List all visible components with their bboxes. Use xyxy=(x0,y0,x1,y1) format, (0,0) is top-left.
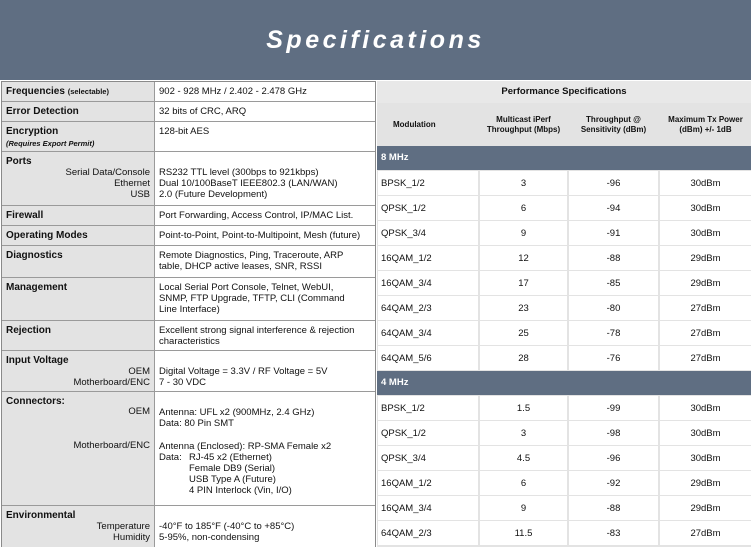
spec-value: -40°F to 185°F (-40°C to +85°C) xyxy=(159,521,295,532)
spec-value: Remote Diagnostics, Ping, Traceroute, ARP xyxy=(159,250,344,261)
spec-value: 32 bits of CRC, ARQ xyxy=(159,106,247,117)
spec-label: Error Detection xyxy=(6,106,79,117)
spec-value: Point-to-Point, Point-to-Multipoint, Mesh (future) xyxy=(159,230,361,241)
spec-row-frequencies xyxy=(2,82,375,102)
spec-row-diagnostics xyxy=(2,246,375,278)
section-label: 4 MHz xyxy=(381,377,409,388)
spec-row-management xyxy=(2,278,375,321)
multicast-throughput-cell: 12 xyxy=(480,246,567,270)
spec-label: Diagnostics xyxy=(6,250,63,261)
tx-power-cell: 29dBm xyxy=(660,271,751,295)
sensitivity-cell: -96 xyxy=(569,171,658,195)
modulation-cell: 64QAM_3/4 xyxy=(378,321,478,345)
multicast-throughput-cell: 23 xyxy=(480,296,567,320)
spec-value: 128-bit AES xyxy=(159,126,210,137)
spec-row-environmental xyxy=(2,506,375,547)
spec-value: Excellent strong signal interference & rejection xyxy=(159,325,355,336)
spec-value: 902 - 928 MHz / 2.402 - 2.478 GHz xyxy=(159,86,307,97)
spec-subkey: Serial Data/Console xyxy=(65,167,150,178)
spec-value: 4 PIN Interlock (Vin, I/O) xyxy=(189,485,292,496)
multicast-throughput-cell: 3 xyxy=(480,171,567,195)
spec-label: Input Voltage xyxy=(6,355,69,366)
section-header xyxy=(377,371,751,395)
spec-label: Connectors: xyxy=(6,396,65,407)
tx-power-cell: 30dBm xyxy=(660,221,751,245)
spec-label: Rejection xyxy=(6,325,52,336)
sensitivity-cell: -88 xyxy=(569,246,658,270)
spec-label-sub: (Requires Export Permit) xyxy=(6,139,95,148)
sensitivity-cell: -85 xyxy=(569,271,658,295)
spec-value-label: Data: xyxy=(159,452,182,463)
spec-label: Ports xyxy=(6,156,32,167)
spec-value: RJ-45 x2 (Ethernet) xyxy=(189,452,272,463)
sensitivity-cell: -83 xyxy=(569,521,658,545)
spec-value: Dual 10/100BaseT IEEE802.3 (LAN/WAN) xyxy=(159,178,338,189)
spec-value: Line Interface) xyxy=(159,304,220,315)
modulation-cell: BPSK_1/2 xyxy=(378,396,478,420)
modulation-cell: 16QAM_1/2 xyxy=(378,471,478,495)
spec-value: Digital Voltage = 3.3V / RF Voltage = 5V xyxy=(159,366,328,377)
multicast-throughput-cell: 6 xyxy=(480,196,567,220)
modulation-cell: 64QAM_2/3 xyxy=(378,296,478,320)
spec-table xyxy=(1,81,376,547)
multicast-throughput-cell: 11.5 xyxy=(480,521,567,545)
tx-power-cell: 29dBm xyxy=(660,471,751,495)
modulation-cell: QPSK_1/2 xyxy=(378,196,478,220)
sensitivity-cell: -92 xyxy=(569,471,658,495)
tx-power-cell: 30dBm xyxy=(660,421,751,445)
modulation-cell: 16QAM_1/2 xyxy=(378,246,478,270)
spec-row-firewall xyxy=(2,206,375,226)
spec-value: Local Serial Port Console, Telnet, WebUI, xyxy=(159,282,334,293)
multicast-throughput-cell: 9 xyxy=(480,221,567,245)
spec-value: Port Forwarding, Access Control, IP/MAC List. xyxy=(159,210,354,221)
spec-subkey: Motherboard/ENC xyxy=(73,440,150,451)
multicast-throughput-cell: 25 xyxy=(480,321,567,345)
spec-value: Data: 80 Pin SMT xyxy=(159,418,234,429)
spec-subkey: USB xyxy=(130,189,150,200)
spec-label: Environmental xyxy=(6,510,76,521)
modulation-cell: 16QAM_3/4 xyxy=(378,271,478,295)
header-throughput-sensitivity: Throughput @ Sensitivity (dBm) xyxy=(569,103,658,146)
performance-title: Performance Specifications xyxy=(377,81,751,103)
sensitivity-cell: -96 xyxy=(569,446,658,470)
modulation-cell: QPSK_3/4 xyxy=(378,446,478,470)
header-multicast-throughput: Multicast iPerf Throughput (Mbps) xyxy=(480,103,567,146)
spec-value: Antenna: UFL x2 (900MHz, 2.4 GHz) xyxy=(159,407,315,418)
spec-label: Firewall xyxy=(6,210,44,221)
multicast-throughput-cell: 17 xyxy=(480,271,567,295)
spec-value: USB Type A (Future) xyxy=(189,474,276,485)
tx-power-cell: 27dBm xyxy=(660,346,751,370)
tx-power-cell: 30dBm xyxy=(660,446,751,470)
tx-power-cell: 27dBm xyxy=(660,296,751,320)
tx-power-cell: 30dBm xyxy=(660,396,751,420)
spec-label: Frequencies xyxy=(6,86,65,97)
spec-label: Encryption xyxy=(6,126,59,137)
multicast-throughput-cell: 3 xyxy=(480,421,567,445)
header-max-tx-power: Maximum Tx Power (dBm) +/- 1dB xyxy=(660,103,751,146)
spec-value: Antenna (Enclosed): RP-SMA Female x2 xyxy=(159,441,332,452)
spec-row-ports xyxy=(2,152,375,206)
sensitivity-cell: -80 xyxy=(569,296,658,320)
multicast-throughput-cell: 6 xyxy=(480,471,567,495)
spec-value: 5-95%, non-condensing xyxy=(159,532,260,543)
tx-power-cell: 30dBm xyxy=(660,196,751,220)
sensitivity-cell: -94 xyxy=(569,196,658,220)
spec-value: table, DHCP active leases, SNR, RSSI xyxy=(159,261,322,272)
tx-power-cell: 29dBm xyxy=(660,496,751,520)
modulation-cell: 16QAM_3/4 xyxy=(378,496,478,520)
sensitivity-cell: -88 xyxy=(569,496,658,520)
spec-label: Operating Modes xyxy=(6,230,88,241)
spec-row-operating-modes xyxy=(2,226,375,246)
page-title: Specifications xyxy=(266,26,485,54)
header-modulation: Modulation xyxy=(378,103,478,146)
spec-subkey: Motherboard/ENC xyxy=(73,377,150,388)
spec-row-input-voltage xyxy=(2,351,375,392)
title-banner xyxy=(0,0,751,80)
sensitivity-cell: -99 xyxy=(569,396,658,420)
spec-row-encryption xyxy=(2,122,375,152)
spec-subkey: Ethernet xyxy=(114,178,150,189)
spec-row-connectors xyxy=(2,392,375,506)
spec-value: SNMP, FTP Upgrade, TFTP, CLI (Command xyxy=(159,293,345,304)
sensitivity-cell: -91 xyxy=(569,221,658,245)
spec-value: 2.0 (Future Development) xyxy=(159,189,268,200)
section-label: 8 MHz xyxy=(381,152,409,163)
modulation-cell: 64QAM_5/6 xyxy=(378,346,478,370)
sensitivity-cell: -78 xyxy=(569,321,658,345)
multicast-throughput-cell: 1.5 xyxy=(480,396,567,420)
spec-value: RS232 TTL level (300bps to 921kbps) xyxy=(159,167,319,178)
spec-subkey: OEM xyxy=(128,366,150,377)
spec-label-note: (selectable) xyxy=(67,87,109,96)
modulation-cell: QPSK_3/4 xyxy=(378,221,478,245)
sensitivity-cell: -76 xyxy=(569,346,658,370)
section-header xyxy=(377,146,751,170)
tx-power-cell: 27dBm xyxy=(660,521,751,545)
sensitivity-cell: -98 xyxy=(569,421,658,445)
spec-row-rejection xyxy=(2,321,375,351)
spec-label: Management xyxy=(6,282,68,293)
tx-power-cell: 30dBm xyxy=(660,171,751,195)
performance-table xyxy=(377,81,751,547)
spec-subkey: Humidity xyxy=(113,532,150,543)
spec-value: characteristics xyxy=(159,336,220,347)
modulation-cell: QPSK_1/2 xyxy=(378,421,478,445)
modulation-cell: BPSK_1/2 xyxy=(378,171,478,195)
spec-subkey: OEM xyxy=(128,406,150,417)
tx-power-cell: 27dBm xyxy=(660,321,751,345)
spec-value: Female DB9 (Serial) xyxy=(189,463,276,474)
tx-power-cell: 29dBm xyxy=(660,246,751,270)
multicast-throughput-cell: 28 xyxy=(480,346,567,370)
spec-subkey: Temperature xyxy=(96,521,150,532)
multicast-throughput-cell: 9 xyxy=(480,496,567,520)
multicast-throughput-cell: 4.5 xyxy=(480,446,567,470)
spec-row-error-detection xyxy=(2,102,375,122)
spec-value: 7 - 30 VDC xyxy=(159,377,206,388)
modulation-cell: 64QAM_2/3 xyxy=(378,521,478,545)
